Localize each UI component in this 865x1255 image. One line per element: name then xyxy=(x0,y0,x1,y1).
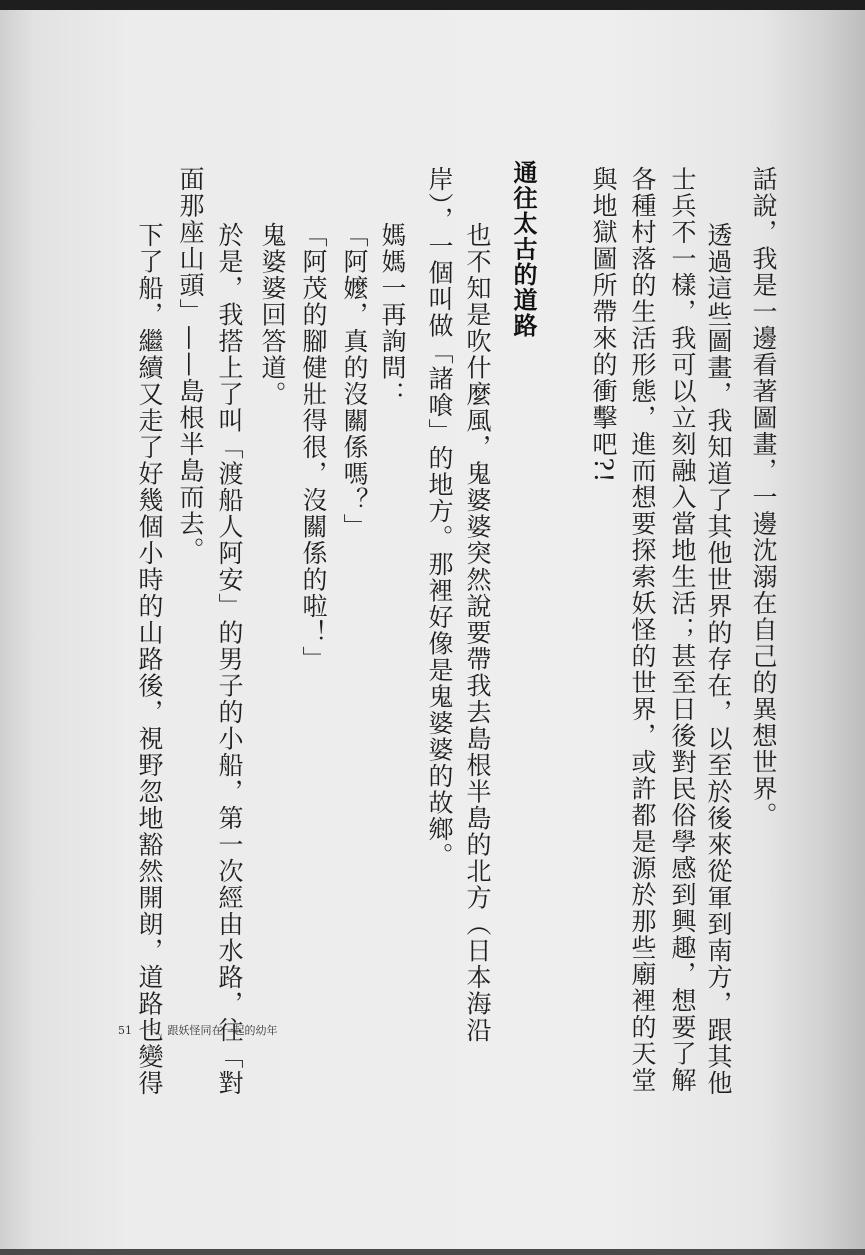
page-number: 51 xyxy=(118,1024,132,1037)
page-footer xyxy=(118,1022,278,1038)
section-heading: 通往太古的道路 xyxy=(509,160,537,339)
text-column-13: 面那座山頭」——島根半島而去。 xyxy=(176,166,205,564)
text-column-3: 士兵不一樣，我可以立刻融入當地生活；甚至日後對民俗學感到興趣，想要了解 xyxy=(668,166,697,1094)
text-column-4: 各種村落的生活形態，進而想要探索妖怪的世界，或許都是源於那些廟裡的天堂 xyxy=(628,166,657,1094)
text-column-7: 岸），一個叫做「諸喰」的地方。那裡好像是鬼婆婆的故鄉。 xyxy=(425,166,454,869)
text-column-8: 媽媽一再詢問： xyxy=(378,222,407,408)
text-column-14: 下了船，繼續又走了好幾個小時的山路後，視野忽地豁然開朗，道路也變得 xyxy=(135,222,164,1097)
text-column-6: 也不知是吹什麼風，鬼婆婆突然說要帶我去島根半島的北方（日本海沿 xyxy=(463,222,492,1044)
text-column-9: 「阿嬤，真的沒關係嗎？」 xyxy=(340,222,369,540)
text-column-1: 話說，我是一邊看著圖畫，一邊沈溺在自己的異想世界。 xyxy=(749,166,778,829)
text-column-10: 「阿茂的腳健壯得很，沒關係的啦！」 xyxy=(299,222,328,673)
text-column-5: 與地獄圖所帶來的衝擊吧?! xyxy=(589,166,618,484)
running-title: 一、跟妖怪同在一起的幼年 xyxy=(145,1024,278,1037)
text-column-11: 鬼婆婆回答道。 xyxy=(258,222,287,408)
scan-edge-top xyxy=(0,0,865,10)
scan-edge-bottom xyxy=(0,1249,865,1255)
text-column-2: 透過這些圖畫，我知道了其他世界的存在，以至於後來從軍到南方，跟其他 xyxy=(704,222,733,1097)
text-column-12: 於是，我搭上了叫「渡船人阿安」的男子的小船，第一次經由水路，往「對 xyxy=(215,222,244,1097)
